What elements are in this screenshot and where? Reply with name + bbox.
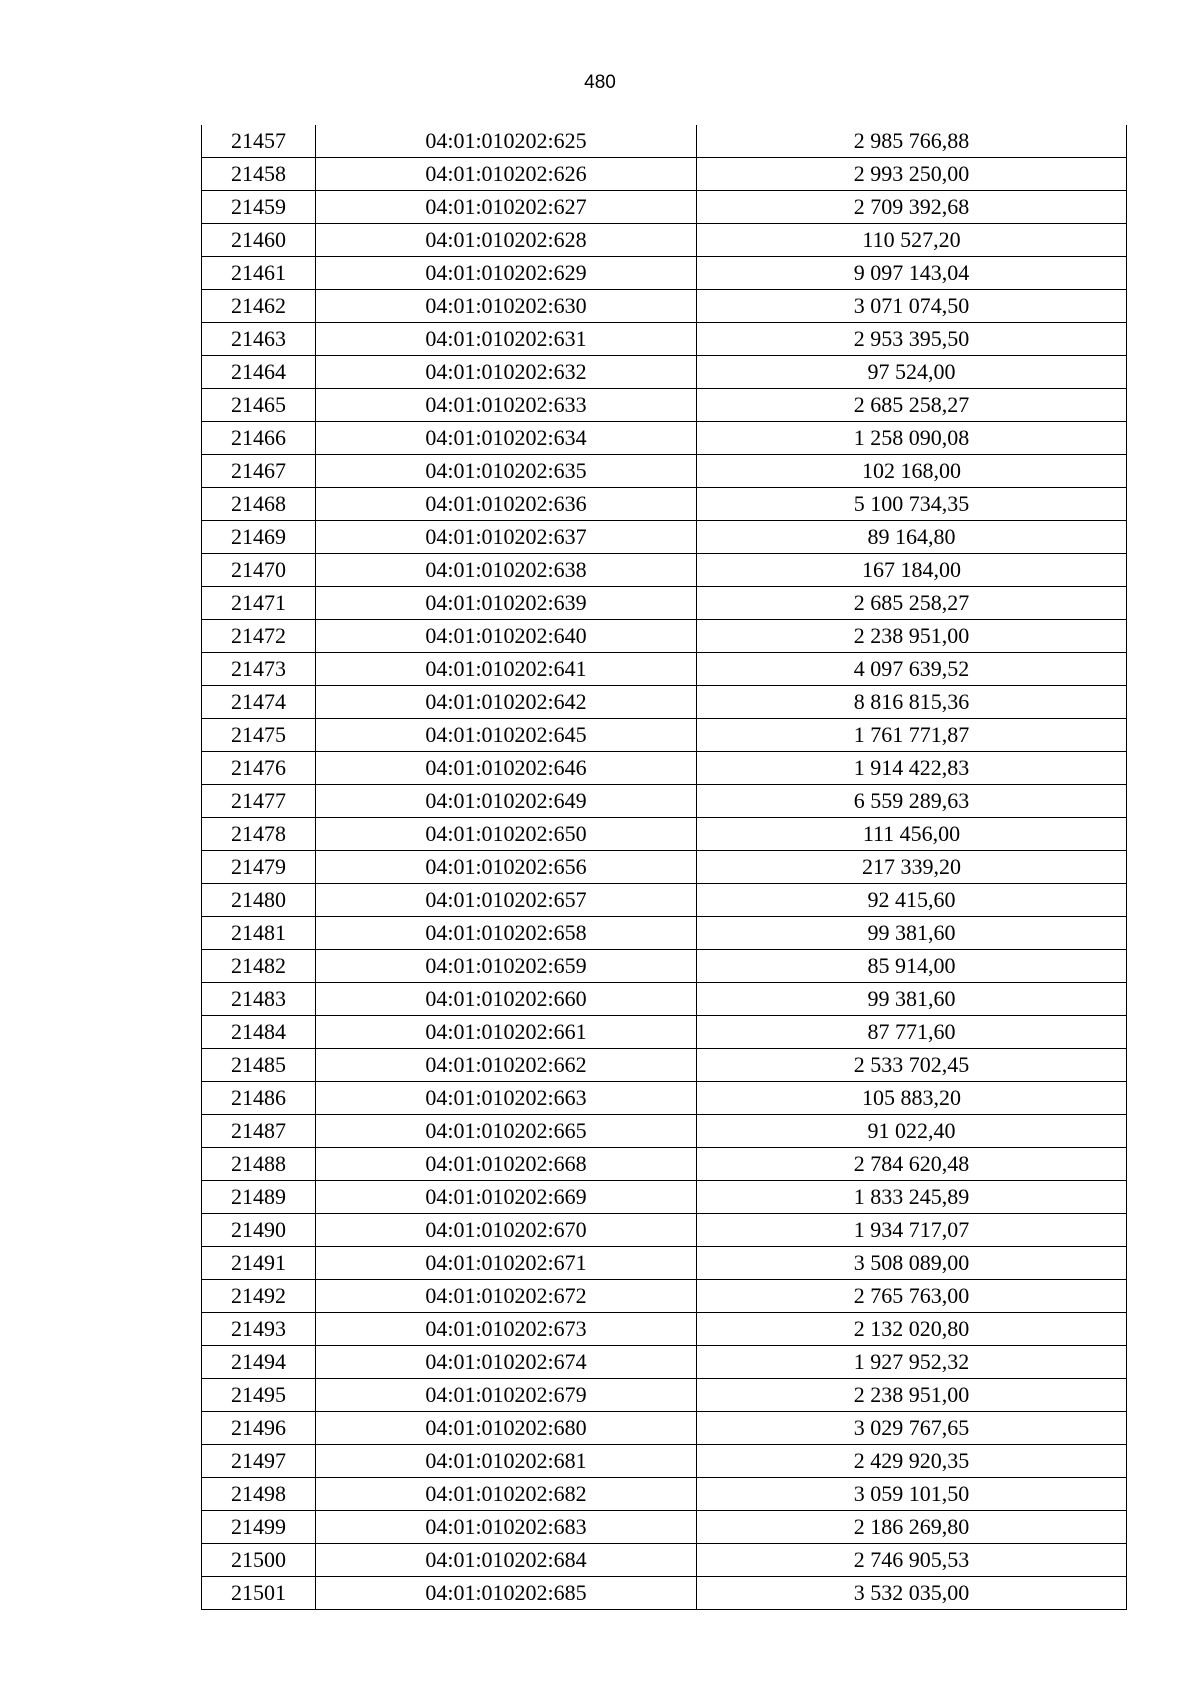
row-number-cell: 21466: [202, 422, 316, 455]
cadastral-value-cell: 3 059 101,50: [697, 1478, 1127, 1511]
table-row: [202, 752, 1127, 785]
cadastral-value-cell: 2 765 763,00: [697, 1280, 1127, 1313]
cadastral-number-cell: 04:01:010202:669: [316, 1181, 697, 1214]
row-number-cell: 21495: [202, 1379, 316, 1412]
cadastral-value-cell: 92 415,60: [697, 884, 1127, 917]
cadastral-number-cell: 04:01:010202:661: [316, 1016, 697, 1049]
cadastral-value-cell: 2 953 395,50: [697, 323, 1127, 356]
row-number-cell: 21462: [202, 290, 316, 323]
table-row: [202, 653, 1127, 686]
table-row: [202, 620, 1127, 653]
row-number-cell: 21491: [202, 1247, 316, 1280]
cadastral-number-cell: 04:01:010202:657: [316, 884, 697, 917]
cadastral-number-cell: 04:01:010202:650: [316, 818, 697, 851]
cadastral-value-cell: 91 022,40: [697, 1115, 1127, 1148]
table-body: [202, 125, 1127, 1610]
cadastral-value-cell: 1 914 422,83: [697, 752, 1127, 785]
table-row: [202, 1148, 1127, 1181]
cadastral-value-cell: 3 029 767,65: [697, 1412, 1127, 1445]
table-row: [202, 290, 1127, 323]
row-number-cell: 21461: [202, 257, 316, 290]
row-number-cell: 21478: [202, 818, 316, 851]
cadastral-value-cell: 1 833 245,89: [697, 1181, 1127, 1214]
cadastral-number-cell: 04:01:010202:649: [316, 785, 697, 818]
cadastral-number-cell: 04:01:010202:627: [316, 191, 697, 224]
cadastral-number-cell: 04:01:010202:639: [316, 587, 697, 620]
table-row: [202, 257, 1127, 290]
row-number-cell: 21497: [202, 1445, 316, 1478]
row-number-cell: 21480: [202, 884, 316, 917]
row-number-cell: 21485: [202, 1049, 316, 1082]
cadastral-value-cell: 111 456,00: [697, 818, 1127, 851]
row-number-cell: 21496: [202, 1412, 316, 1445]
cadastral-value-cell: 102 168,00: [697, 455, 1127, 488]
row-number-cell: 21459: [202, 191, 316, 224]
cadastral-value-cell: 1 258 090,08: [697, 422, 1127, 455]
table-row: [202, 521, 1127, 554]
cadastral-number-cell: 04:01:010202:659: [316, 950, 697, 983]
table-row: [202, 1346, 1127, 1379]
cadastral-value-table: [201, 125, 1127, 1610]
table-row: [202, 1247, 1127, 1280]
cadastral-number-cell: 04:01:010202:681: [316, 1445, 697, 1478]
cadastral-number-cell: 04:01:010202:636: [316, 488, 697, 521]
table-row: [202, 719, 1127, 752]
cadastral-value-cell: 167 184,00: [697, 554, 1127, 587]
cadastral-number-cell: 04:01:010202:671: [316, 1247, 697, 1280]
row-number-cell: 21483: [202, 983, 316, 1016]
cadastral-number-cell: 04:01:010202:646: [316, 752, 697, 785]
row-number-cell: 21472: [202, 620, 316, 653]
cadastral-value-cell: 3 532 035,00: [697, 1577, 1127, 1610]
row-number-cell: 21501: [202, 1577, 316, 1610]
row-number-cell: 21458: [202, 158, 316, 191]
table-row: [202, 1016, 1127, 1049]
cadastral-value-cell: 2 429 920,35: [697, 1445, 1127, 1478]
cadastral-value-cell: 105 883,20: [697, 1082, 1127, 1115]
row-number-cell: 21484: [202, 1016, 316, 1049]
table-row: [202, 587, 1127, 620]
cadastral-number-cell: 04:01:010202:631: [316, 323, 697, 356]
row-number-cell: 21469: [202, 521, 316, 554]
table-row: [202, 686, 1127, 719]
table-row: [202, 983, 1127, 1016]
table-row: [202, 818, 1127, 851]
cadastral-value-cell: 5 100 734,35: [697, 488, 1127, 521]
table-row: [202, 785, 1127, 818]
table-row: [202, 389, 1127, 422]
table-row: [202, 158, 1127, 191]
cadastral-number-cell: 04:01:010202:633: [316, 389, 697, 422]
row-number-cell: 21479: [202, 851, 316, 884]
cadastral-value-cell: 2 238 951,00: [697, 620, 1127, 653]
row-number-cell: 21460: [202, 224, 316, 257]
cadastral-value-cell: 2 784 620,48: [697, 1148, 1127, 1181]
row-number-cell: 21467: [202, 455, 316, 488]
cadastral-value-cell: 1 927 952,32: [697, 1346, 1127, 1379]
row-number-cell: 21463: [202, 323, 316, 356]
cadastral-number-cell: 04:01:010202:684: [316, 1544, 697, 1577]
row-number-cell: 21493: [202, 1313, 316, 1346]
cadastral-number-cell: 04:01:010202:658: [316, 917, 697, 950]
cadastral-value-cell: 99 381,60: [697, 983, 1127, 1016]
cadastral-number-cell: 04:01:010202:635: [316, 455, 697, 488]
cadastral-number-cell: 04:01:010202:640: [316, 620, 697, 653]
cadastral-value-cell: 1 761 771,87: [697, 719, 1127, 752]
cadastral-value-cell: 85 914,00: [697, 950, 1127, 983]
cadastral-value-cell: 6 559 289,63: [697, 785, 1127, 818]
row-number-cell: 21494: [202, 1346, 316, 1379]
row-number-cell: 21488: [202, 1148, 316, 1181]
table-row: [202, 1115, 1127, 1148]
cadastral-value-cell: 2 132 020,80: [697, 1313, 1127, 1346]
row-number-cell: 21474: [202, 686, 316, 719]
table-row: [202, 554, 1127, 587]
table-row: [202, 1544, 1127, 1577]
table-row: [202, 1313, 1127, 1346]
cadastral-number-cell: 04:01:010202:632: [316, 356, 697, 389]
cadastral-number-cell: 04:01:010202:683: [316, 1511, 697, 1544]
cadastral-number-cell: 04:01:010202:634: [316, 422, 697, 455]
cadastral-number-cell: 04:01:010202:670: [316, 1214, 697, 1247]
row-number-cell: 21489: [202, 1181, 316, 1214]
table-row: [202, 356, 1127, 389]
cadastral-number-cell: 04:01:010202:682: [316, 1478, 697, 1511]
table-row: [202, 1379, 1127, 1412]
row-number-cell: 21475: [202, 719, 316, 752]
table-row: [202, 917, 1127, 950]
cadastral-value-cell: 3 071 074,50: [697, 290, 1127, 323]
row-number-cell: 21464: [202, 356, 316, 389]
cadastral-value-cell: 3 508 089,00: [697, 1247, 1127, 1280]
row-number-cell: 21457: [202, 125, 316, 158]
cadastral-value-cell: 1 934 717,07: [697, 1214, 1127, 1247]
table-row: [202, 1214, 1127, 1247]
row-number-cell: 21468: [202, 488, 316, 521]
cadastral-number-cell: 04:01:010202:673: [316, 1313, 697, 1346]
cadastral-value-cell: 2 985 766,88: [697, 125, 1127, 158]
cadastral-number-cell: 04:01:010202:641: [316, 653, 697, 686]
row-number-cell: 21482: [202, 950, 316, 983]
row-number-cell: 21473: [202, 653, 316, 686]
cadastral-number-cell: 04:01:010202:645: [316, 719, 697, 752]
table-row: [202, 125, 1127, 158]
cadastral-number-cell: 04:01:010202:629: [316, 257, 697, 290]
cadastral-value-cell: 2 186 269,80: [697, 1511, 1127, 1544]
cadastral-number-cell: 04:01:010202:628: [316, 224, 697, 257]
table-row: [202, 224, 1127, 257]
table-row: [202, 191, 1127, 224]
cadastral-value-cell: 97 524,00: [697, 356, 1127, 389]
cadastral-value-cell: 2 685 258,27: [697, 587, 1127, 620]
cadastral-value-cell: 217 339,20: [697, 851, 1127, 884]
cadastral-number-cell: 04:01:010202:660: [316, 983, 697, 1016]
cadastral-number-cell: 04:01:010202:642: [316, 686, 697, 719]
cadastral-value-cell: 2 238 951,00: [697, 1379, 1127, 1412]
table-row: [202, 323, 1127, 356]
row-number-cell: 21490: [202, 1214, 316, 1247]
table-row: [202, 1280, 1127, 1313]
cadastral-value-cell: 4 097 639,52: [697, 653, 1127, 686]
row-number-cell: 21498: [202, 1478, 316, 1511]
cadastral-number-cell: 04:01:010202:630: [316, 290, 697, 323]
cadastral-number-cell: 04:01:010202:637: [316, 521, 697, 554]
table-row: [202, 455, 1127, 488]
table-row: [202, 1181, 1127, 1214]
table-row: [202, 1412, 1127, 1445]
page-number: 480: [584, 72, 616, 93]
cadastral-value-cell: 2 685 258,27: [697, 389, 1127, 422]
row-number-cell: 21476: [202, 752, 316, 785]
table-row: [202, 1577, 1127, 1610]
row-number-cell: 21470: [202, 554, 316, 587]
cadastral-number-cell: 04:01:010202:663: [316, 1082, 697, 1115]
table-row: [202, 488, 1127, 521]
row-number-cell: 21500: [202, 1544, 316, 1577]
cadastral-number-cell: 04:01:010202:680: [316, 1412, 697, 1445]
cadastral-number-cell: 04:01:010202:668: [316, 1148, 697, 1181]
cadastral-number-cell: 04:01:010202:685: [316, 1577, 697, 1610]
row-number-cell: 21486: [202, 1082, 316, 1115]
cadastral-number-cell: 04:01:010202:638: [316, 554, 697, 587]
table-row: [202, 1511, 1127, 1544]
table-row: [202, 1082, 1127, 1115]
cadastral-value-cell: 110 527,20: [697, 224, 1127, 257]
cadastral-number-cell: 04:01:010202:679: [316, 1379, 697, 1412]
cadastral-value-cell: 2 533 702,45: [697, 1049, 1127, 1082]
row-number-cell: 21477: [202, 785, 316, 818]
table-row: [202, 1478, 1127, 1511]
cadastral-value-cell: 87 771,60: [697, 1016, 1127, 1049]
cadastral-number-cell: 04:01:010202:626: [316, 158, 697, 191]
cadastral-number-cell: 04:01:010202:674: [316, 1346, 697, 1379]
cadastral-number-cell: 04:01:010202:625: [316, 125, 697, 158]
cadastral-value-cell: 2 993 250,00: [697, 158, 1127, 191]
row-number-cell: 21471: [202, 587, 316, 620]
table-row: [202, 851, 1127, 884]
table-row: [202, 950, 1127, 983]
cadastral-value-cell: 9 097 143,04: [697, 257, 1127, 290]
cadastral-number-cell: 04:01:010202:656: [316, 851, 697, 884]
cadastral-value-cell: 8 816 815,36: [697, 686, 1127, 719]
row-number-cell: 21481: [202, 917, 316, 950]
row-number-cell: 21499: [202, 1511, 316, 1544]
row-number-cell: 21465: [202, 389, 316, 422]
table-row: [202, 1445, 1127, 1478]
row-number-cell: 21487: [202, 1115, 316, 1148]
table-row: [202, 422, 1127, 455]
cadastral-value-cell: 2 709 392,68: [697, 191, 1127, 224]
cadastral-number-cell: 04:01:010202:662: [316, 1049, 697, 1082]
cadastral-number-cell: 04:01:010202:672: [316, 1280, 697, 1313]
row-number-cell: 21492: [202, 1280, 316, 1313]
cadastral-value-cell: 2 746 905,53: [697, 1544, 1127, 1577]
cadastral-value-cell: 99 381,60: [697, 917, 1127, 950]
table-row: [202, 1049, 1127, 1082]
cadastral-value-cell: 89 164,80: [697, 521, 1127, 554]
cadastral-number-cell: 04:01:010202:665: [316, 1115, 697, 1148]
table-row: [202, 884, 1127, 917]
